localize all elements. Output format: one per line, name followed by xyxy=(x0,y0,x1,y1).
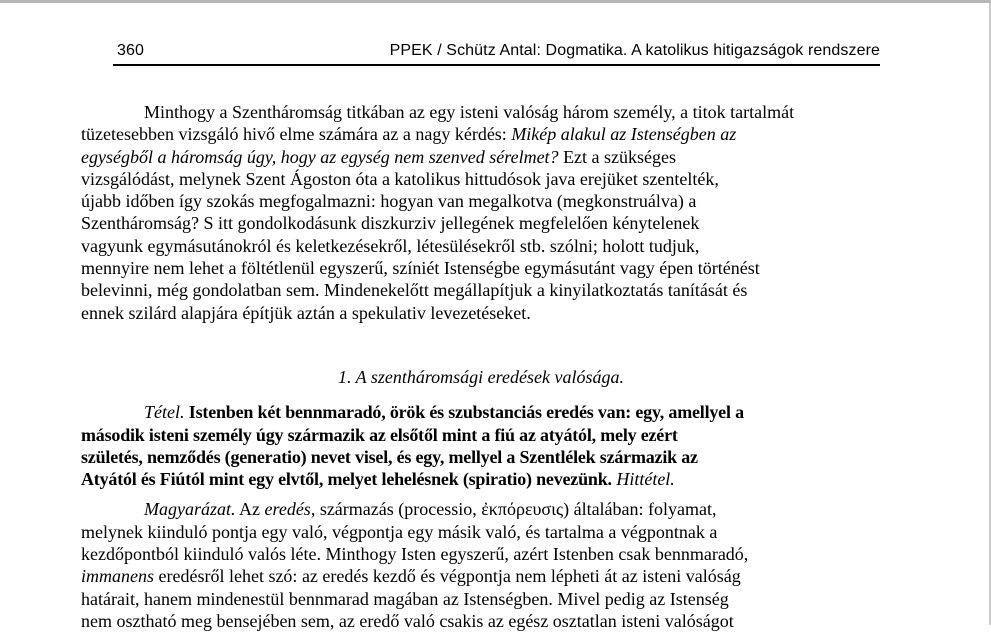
text-line xyxy=(81,212,881,234)
text-line xyxy=(81,302,881,324)
text-run: Magyarázat. xyxy=(144,499,236,520)
text-line xyxy=(81,498,881,520)
text-run: Hittétel. xyxy=(611,469,675,490)
text-run: belevinni, még gondolatban sem. Mindenekelőtt megállapítjuk a kinyilatkoztatás tanítását és xyxy=(81,280,748,301)
text-run: ennek szilárd alapjára építjük aztán a spekulativ levezetéseket. xyxy=(81,302,531,323)
text-line xyxy=(81,279,881,301)
text-run: határait, hanem mindenestül bennmarad magában az Istenségben. Mivel pedig az Istenség xyxy=(81,588,729,609)
intro-paragraph xyxy=(81,101,881,324)
text-line xyxy=(81,424,881,446)
text-line xyxy=(81,610,881,632)
text-line xyxy=(81,168,881,190)
section-heading xyxy=(81,366,881,388)
text-line xyxy=(81,468,881,490)
text-run: tüzetesebben vizsgáló hivő elme számára az a nagy kérdés: xyxy=(81,124,512,145)
text-run: melynek kiinduló pontja egy való, végpontja egy másik való, és tartalma a végpontnak a xyxy=(81,521,718,542)
text-run: vizsgálódást, melynek Szent Ágoston óta a katolikus hittudósok java erejüket szentelték, xyxy=(81,168,719,189)
text-run: 1. A szentháromsági eredések valósága. xyxy=(338,366,624,387)
text-line xyxy=(81,146,881,168)
tetel-paragraph xyxy=(81,401,881,490)
text-run: immanens xyxy=(81,566,154,587)
text-run: Minthogy a Szentháromság titkában az egy isteni valóság három személy, a titok tartalmát xyxy=(144,102,795,122)
text-run: újabb időben így szokás megfogalmazni: hogyan van megalkotva (megkonstruálva) a xyxy=(81,191,697,212)
text-run: eredésről lehet szó: az eredés kezdő és végpontja nem lépheti át az isteni valóság xyxy=(154,566,741,587)
text-run: mennyire nem lehet a föltétlenül egyszerű, színiét Istenségbe egymásutánt vagy épen történést xyxy=(81,258,760,279)
header-rule xyxy=(113,64,880,66)
text-line xyxy=(81,366,881,388)
text-run: Istenben két bennmaradó, örök és szubstanciás eredés van: egy, amellyel a xyxy=(184,402,744,423)
text-run: Az xyxy=(235,499,265,520)
text-line xyxy=(81,543,881,565)
text-line xyxy=(81,235,881,257)
text-line xyxy=(81,446,881,468)
text-run: egységből a háromság úgy, hogy az egység nem szenved sérelmet? xyxy=(81,146,559,167)
text-line xyxy=(81,588,881,610)
text-run: Tétel. xyxy=(144,402,185,423)
text-run: eredés xyxy=(264,499,311,520)
page-content xyxy=(81,101,881,632)
page-header xyxy=(113,42,880,60)
text-line xyxy=(81,401,881,423)
page-number: 360 xyxy=(117,42,144,59)
text-run: , származás (processio, ἐκπόρευσις) általában: folyamat, xyxy=(310,499,717,520)
text-run: Ezt a szükséges xyxy=(558,146,677,167)
text-line xyxy=(81,521,881,543)
text-run: Mikép alakul az Istenségben az xyxy=(511,124,737,145)
text-run: nem osztható meg bensejében sem, az eredő való csakis az egész osztatlan isteni valóságot xyxy=(81,610,734,631)
text-run: kezdőpontból kiinduló valós léte. Minthogy Isten egyszerű, azért Istenben csak bennmaradó, xyxy=(81,544,749,565)
text-run: vagyunk egymásutánokról és keletkezésekről, létesülésekről stb. szólni; holott tudjuk, xyxy=(81,235,700,256)
text-line xyxy=(81,257,881,279)
text-line xyxy=(81,123,881,145)
text-run: Atyától és Fiútól mint egy elvtől, melyet lehelésnek (spiratio) nevezünk. xyxy=(81,469,612,490)
magyarazat-paragraph xyxy=(81,498,881,632)
text-line xyxy=(81,565,881,587)
text-line xyxy=(81,101,881,123)
text-run: Szentháromság? S itt gondolkodásunk diszkurziv jellegének megfelelően kénytelenek xyxy=(81,213,700,234)
text-run: második isteni személy úgy származik az elsőtől mint a fiú az atyától, mely ezért xyxy=(81,424,678,445)
text-line xyxy=(81,190,881,212)
window-top-edge xyxy=(0,0,991,3)
text-run: születés, nemződés (generatio) nevet visel, és egy, mellyel a Szentlélek származik az xyxy=(81,446,698,467)
running-title: PPEK / Schütz Antal: Dogmatika. A katolikus hitigazságok rendszere xyxy=(389,42,880,59)
